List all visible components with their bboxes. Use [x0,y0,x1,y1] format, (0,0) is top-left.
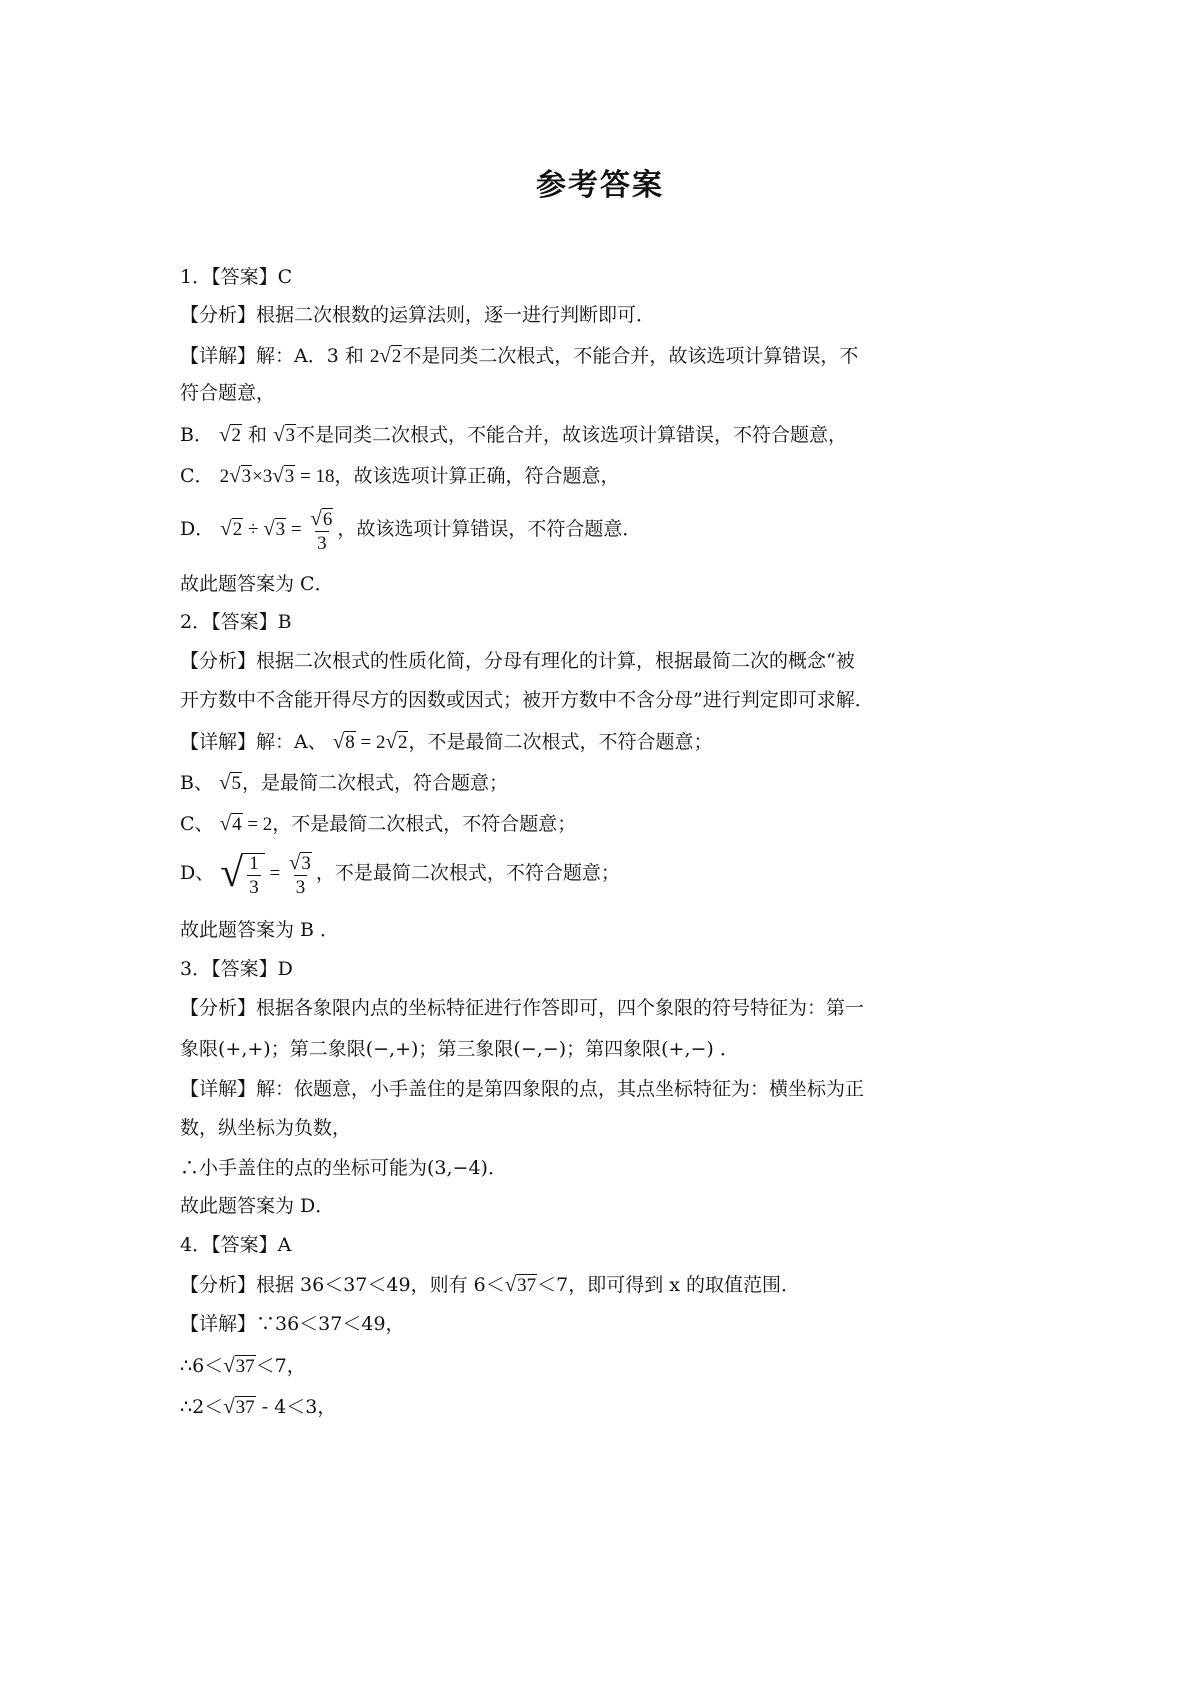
q1-detail-a [180,345,858,366]
q3-answer: 3．【答案】D [180,958,293,980]
q2-a-prefix: 【详解】解：A、 [180,731,327,754]
q2-option-d [180,849,620,899]
q1-detail-a-mid: 3 和 [326,345,364,368]
q1-detail-a-text: 不是同类二次根式，不能合并，故该选项计算错误，不 [402,345,859,368]
q1-d-prefix: D． [180,517,215,540]
q3-analysis-2: 象限(+,+)；第二象限(−,+)；第三象限(−,−)；第四象限(+,−) ． [180,1038,739,1060]
formula-sqrt2: √ 2 [219,422,241,447]
q1-option-b: B． √ 2 和 √ 3 不是同类二次根式，不能合并，故该选项计算错误，不符合题意， [180,422,848,447]
q2-b-prefix: B、 [180,772,213,795]
q3-analysis-1: 【分析】根据各象限内点的坐标特征进行作答即可，四个象限的符号特征为：第一 [180,997,865,1019]
q1-d-text: ，故该选项计算错误，不符合题意． [337,517,642,540]
q2-option-b [180,772,508,793]
formula-sqrt4: √ 4 = 2 [219,811,273,836]
q2-c-text: ，不是最简二次根式，不符合题意； [272,813,577,836]
q3-detail-2: 数，纵坐标为负数， [180,1117,352,1139]
q4-analysis-prefix: 【分析】根据 36＜37＜49，则有 6＜ [180,1274,505,1297]
q4-analysis [180,1274,800,1295]
q1-option-c [180,465,619,486]
q1-detail-a-prefix: 【详解】解：A． [180,345,327,368]
formula-sqrt-one-third: √ $\frac{1}{3}$ = √ 3 3 [220,849,311,899]
formula-sqrt37: √ 37 [223,1353,255,1378]
q2-a-text: ，不是最简二次根式，不符合题意； [408,731,713,754]
q1-c-text: ，故该选项计算正确，符合题意， [334,465,620,488]
q1-b-text: 不是同类二次根式，不能合并，故该选项计算错误，不符合题意， [296,424,848,447]
q2-answer: 2．【答案】B [180,611,292,633]
formula-sqrt3: √ 3 [273,422,296,447]
q2-c-prefix: C、 [180,813,214,836]
q4-detail-3-text: - 4＜3， [255,1396,337,1419]
formula-sqrt5: √ 5 [219,770,241,795]
q4-detail-2-text: ＜7， [255,1355,306,1378]
q1-conclusion: 故此题答案为 C． [180,573,334,595]
q1-answer: 1．【答案】C [180,266,293,288]
q2-option-c [180,813,576,834]
q4-detail-2-prefix: ∴6＜ [180,1355,224,1378]
q3-detail-3: ∴小手盖住的点的坐标可能为(3,−4)． [180,1157,507,1179]
q1-b-prefix: B． [180,424,213,447]
q3-conclusion: 故此题答案为 D． [180,1195,335,1217]
q4-analysis-text: ＜7，即可得到 x 的取值范围． [537,1274,801,1297]
formula-sqrt37: √ 37 [223,1394,255,1419]
q4-detail-1: 【详解】∵36＜37＜49， [180,1313,405,1335]
formula-sqrt37: √ 37 [504,1272,537,1297]
q1-c-prefix: C． [180,465,214,488]
page-title: 参考答案 [536,168,664,203]
q2-option-a [180,731,712,752]
q2-analysis-1: 【分析】根据二次根式的性质化简，分母有理化的计算，根据最简二次的概念“被 [180,650,855,672]
q2-analysis-2: 开方数中不含能开得尽方的因数或因式；被开方数中不含分母”进行判定即可求解． [180,689,874,711]
q1-analysis: 【分析】根据二次根数的运算法则，逐一进行判断即可． [180,304,656,326]
q3-detail-1: 【详解】解：依题意，小手盖住的是第四象限的点，其点坐标特征为：横坐标为正 [180,1078,865,1100]
formula-2sqrt3x3sqrt3: 2 √ 3 ×3 √ 3 = 18 [219,463,335,488]
q1-option-d [180,508,641,553]
q2-d-prefix: D、 [180,861,215,884]
formula-sqrt2-div-sqrt3: √ 2 ÷ √ 3 = √ 6 3 [220,506,333,555]
q1-detail-a-cont: 符合题意， [180,382,276,404]
q4-detail-3-prefix: ∴2＜ [180,1396,224,1419]
formula-2sqrt2: 2 √ 2 [369,343,402,368]
q4-answer: 4．【答案】A [180,1234,292,1256]
q2-b-text: ，是最简二次根式，符合题意； [241,772,508,795]
q4-detail-3 [180,1396,336,1417]
formula-sqrt8: √ 8 = 2 √ 2 [332,729,408,754]
q2-d-text: ，不是最简二次根式，不符合题意； [315,861,620,884]
q1-c-result: = 18 [300,466,335,488]
q4-detail-2 [180,1355,306,1376]
q2-conclusion: 故此题答案为 B ． [180,919,340,941]
